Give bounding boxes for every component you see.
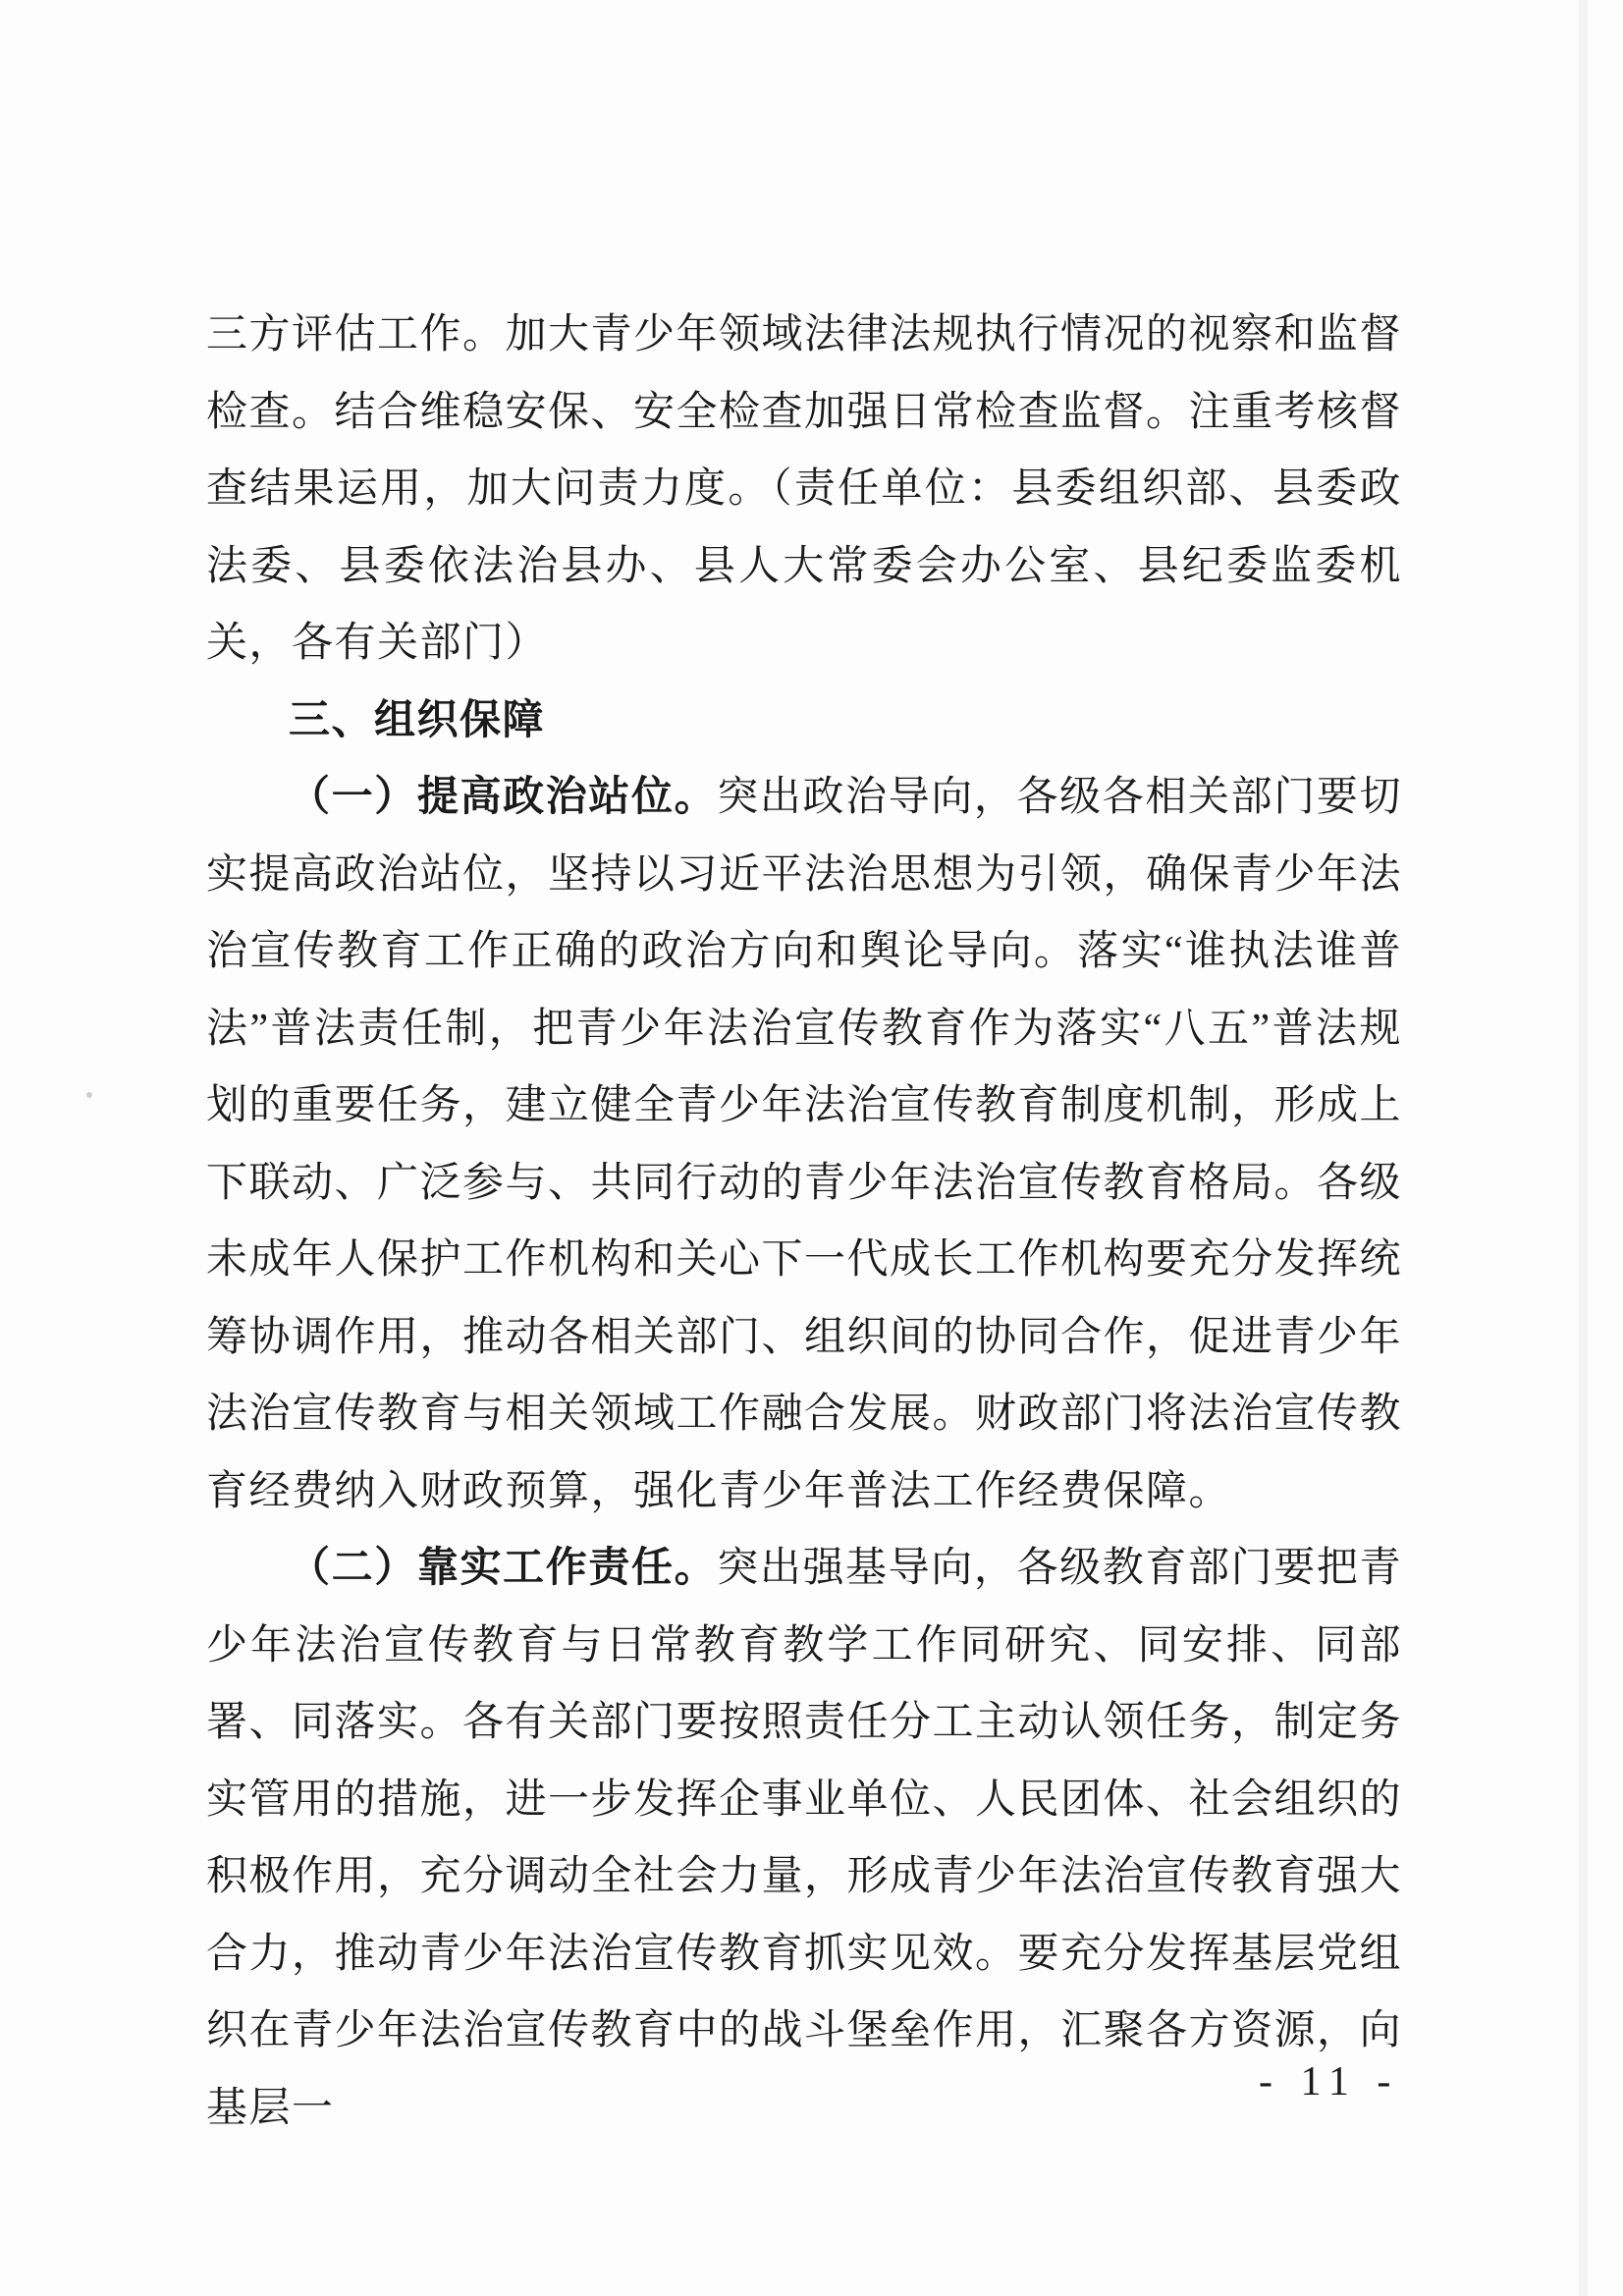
- paragraph-work-responsibility-text: 突出强基导向，各级教育部门要把青少年法治宣传教育与日常教育教学工作同研究、同安排、同部署、同落实。各有关部门要按照责任分工主动认领任务，制定务实管用的措施，进一步发挥企事业单位、人民团体、社会组织的积极作用，充分调动全社会力量，形成青少年法治宣传教育强大合力，推动青少年法治宣传教育抓实见效。要充分发挥基层党组织在青少年法治宣传教育中的战斗堡垒作用，汇聚各方资源，向基层一: [206, 1546, 1403, 2131]
- document-body: [206, 297, 1402, 2147]
- page-number: - 11 -: [1259, 2059, 1400, 2105]
- scan-artifact-band: [1579, 0, 1588, 2296]
- scan-artifact-speck: [86, 1092, 92, 1098]
- paragraph-political-stance-text: 突出政治导向，各级各相关部门要切实提高政治站位，坚持以习近平法治思想为引领，确保青少年法治宣传教育工作正确的政治方向和舆论导向。落实“谁执法谁普法”普法责任制，把青少年法治宣传教育作为落实“八五”普法规划的重要任务，建立健全青少年法治宣传教育制度机制，形成上下联动、广泛参与、共同行动的青少年法治宣传教育格局。各级未成年人保护工作机构和关心下一代成长工作机构要充分发挥统筹协调作用，推动各相关部门、组织间的协同合作，促进青少年法治宣传教育与相关领域工作融合发展。财政部门将法治宣传教育经费纳入财政预算，强化青少年普法工作经费保障。: [206, 775, 1403, 1514]
- paragraph-political-stance-lead: （一）提高政治站位。: [289, 775, 718, 820]
- paragraph-work-responsibility-lead: （二）靠实工作责任。: [289, 1546, 718, 1591]
- paragraph-continuation: 三方评估工作。加大青少年领域法律法规执行情况的视察和监督检查。结合维稳安保、安全检查加强日常检查监督。注重考核督查结果运用，加大问责力度。（责任单位：县委组织部、县委政法委、县委依法治县办、县人大常委会办公室、县纪委监委机关，各有关部门）: [206, 312, 1403, 666]
- section-heading-organizational-support: 三、组织保障: [289, 697, 546, 743]
- paragraph-work-responsibility: [206, 1530, 1402, 2147]
- paragraph-political-stance: [206, 759, 1402, 1530]
